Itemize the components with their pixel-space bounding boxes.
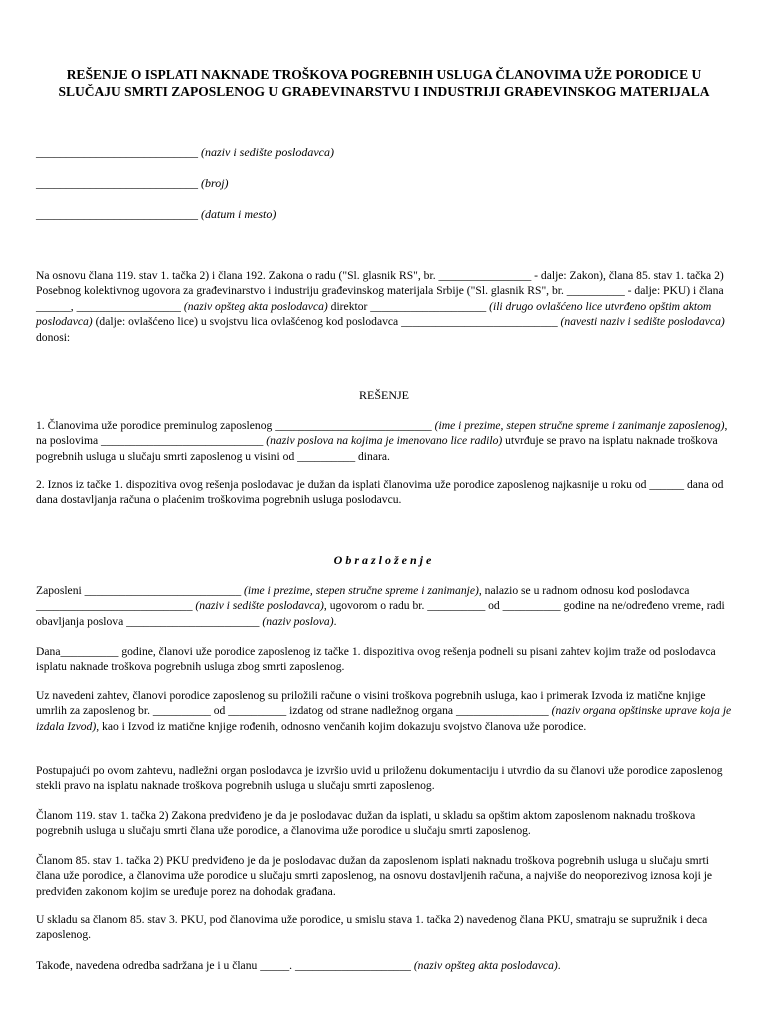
reasoning-paragraph-8 [36,958,736,973]
text-run: , kao i Izvod iz matične knjige rođenih, odnosno venčanih kojim dokazuju svojstvo članova uže porodice. [96,719,587,733]
text-run: , nalazio se u radnom odnosu kod poslodavca ___________________________ [36,584,690,613]
blank-line: ___________________________ [36,176,198,190]
text-run: . [333,614,337,628]
text-run: , na poslovima ____________________________ [36,419,728,448]
employer-name-field [36,145,334,159]
reasoning-paragraph-6: Članom 85. stav 1. tačka 2) PKU predviđeno je da je poslodavac dužan da zaposlenom isplati naknadu troškova pogrebnih usluga u slučaju smrti člana uže porodice, a članovima uže porodice u slučaju smrti zaposlenog, na osnovu dostavljenih računa, a najviše do neoporezivog iznosa koji je predviđen zakonom kojim se uređuje porez na dohodak građana. [36,854,713,898]
blank-line: ___________________________ [36,145,198,159]
resenje-heading: REŠENJE [358,388,409,402]
text-run: utvrđuje se pravo na isplatu naknade troškova pogrebnih usluga u slučaju smrti zaposlenog u visini od __________ dinara. [36,434,718,463]
reasoning-paragraph-1 [36,583,736,629]
text-run: , ugovorom o radu br. __________ od __________ godine na ne/određeno vreme, radi obavljanja poslova _______________________ [36,599,725,628]
number-field [36,176,229,190]
hint-run: (ime i prezime, stepen stručne spreme i zanimanje zaposlenog) [434,419,725,432]
text-run: Na osnovu člana 119. stav 1. tačka 2) i člana 192. Zakona o radu ("Sl. glasnik RS", br. ________________ - dalje: Zakon), člana 85. stav 1. tačka 2) Posebnog kolektivnog ugovora za građevinarstvo i industriju građevinskog materijala Srbije ("Sl. glasnik RS", br. __________ - dalje: PKU) i člana ______, __________________ [36,269,724,313]
decision-item-2: 2. Iznos iz tačke 1. dispozitiva ovog rešenja poslodavac je dužan da isplati članovima uže porodice zaposlenog najkasnije u roku od ______ dana od dana dostavljanja računa o plaćenim troškovima pogrebnih usluga poslodavcu. [36,478,724,507]
reasoning-paragraph-5: Članom 119. stav 1. tačka 2) Zakona predviđeno je da je poslodavac dužan da isplati, u skladu sa opštim aktom zaposlenom naknadu troškova pogrebnih usluga u slučaju smrti člana uže porodice, a članovima uže porodice u slučaju smrti zaposlenog. [36,809,696,838]
reasoning-paragraph-7: U skladu sa članom 85. stav 3. PKU, pod članovima uže porodice, u smislu stava 1. tačka 2) navedenog člana PKU, smatraju se supružnik i deca zaposlenog. [36,913,708,942]
hint-run: (naziv i sedište poslodavca) [195,599,324,613]
hint-run: (naziv opšteg akta poslodavca) [413,959,558,972]
decision-item-1 [36,418,736,464]
document-title [30,66,738,100]
hint-run: (naziv organa opštinske uprave koja je izdala Izvod) [36,704,732,733]
date-place-field [36,207,276,221]
reasoning-paragraph-2: Dana__________ godine, članovi uže porodice zaposlenog iz tačke 1. dispozitiva ovog rešenja podneli su pisani zahtev kojim traže od poslodavca isplatu naknade troškova pogrebnih usluga zbog smrti zaposlenog. [36,645,716,674]
hint-run: (ime i prezime, stepen stručne spreme i zanimanje) [244,584,479,597]
text-run: Takođe, navedena odredba sadržana je i u članu _____. ____________________ [36,959,414,972]
hint-run: (ili drugo ovlašćeno lice utvrđeno opštim aktom poslodavca) [36,299,712,329]
text-run: direktor ____________________ [327,299,490,313]
hint-run: (naziv opšteg akta poslodavca) [183,299,328,313]
title-line-1: REŠENJE O ISPLATI NAKNADE TROŠKOVA POGREBNIH USLUGA ČLANOVIMA UŽE PORODICE U [66,67,702,82]
text-run: Uz navedeni zahtev, članovi porodice zaposlenog su priložili račune o visini troškova pogrebnih usluga, kao i primerak Izvoda iz matične knjige umrlih za zaposlenog br. __________ od __________ izdatog od strane nadležnog organa ________________ [36,689,706,718]
field-hint: (naziv i sedište poslodavca) [201,145,334,159]
reasoning-paragraph-4: Postupajući po ovom zahtevu, nadležni organ poslodavca je izvršio uvid u priloženu dokumentaciju i utvrdio da su članovi uže porodice zaposlenog stekli pravo na isplatu naknade troškova pogrebnih usluga u slučaju smrti zaposlenog. [36,764,723,793]
obrazlozenje-heading: Obrazloženje [333,553,435,567]
text-run: donosi: [36,330,71,344]
intro-paragraph [36,268,736,345]
hint-run: (navesti naziv i sedište poslodavca) [560,315,725,329]
field-hint: (datum i mesto) [201,207,277,221]
field-hint: (broj) [201,176,229,190]
text-run: (dalje: ovlašćeno lice) u svojstvu lica ovlašćenog kod poslodavca ___________________________ [92,315,561,329]
text-run: Zaposleni ___________________________ [36,584,245,597]
hint-run: (naziv poslova na kojima je imenovano lice radilo) [266,434,503,448]
reasoning-paragraph-3 [36,688,736,734]
hint-run: (naziv poslova) [262,614,334,628]
text-run: . [557,959,561,972]
blank-line: ___________________________ [36,207,198,221]
title-line-2: SLUČAJU SMRTI ZAPOSLENOG U GRAĐEVINARSTVU I INDUSTRIJI GRAĐEVINSKOG MATERIJALA [58,84,710,99]
text-run: 1. Članovima uže porodice preminulog zaposlenog ___________________________ [36,419,435,432]
